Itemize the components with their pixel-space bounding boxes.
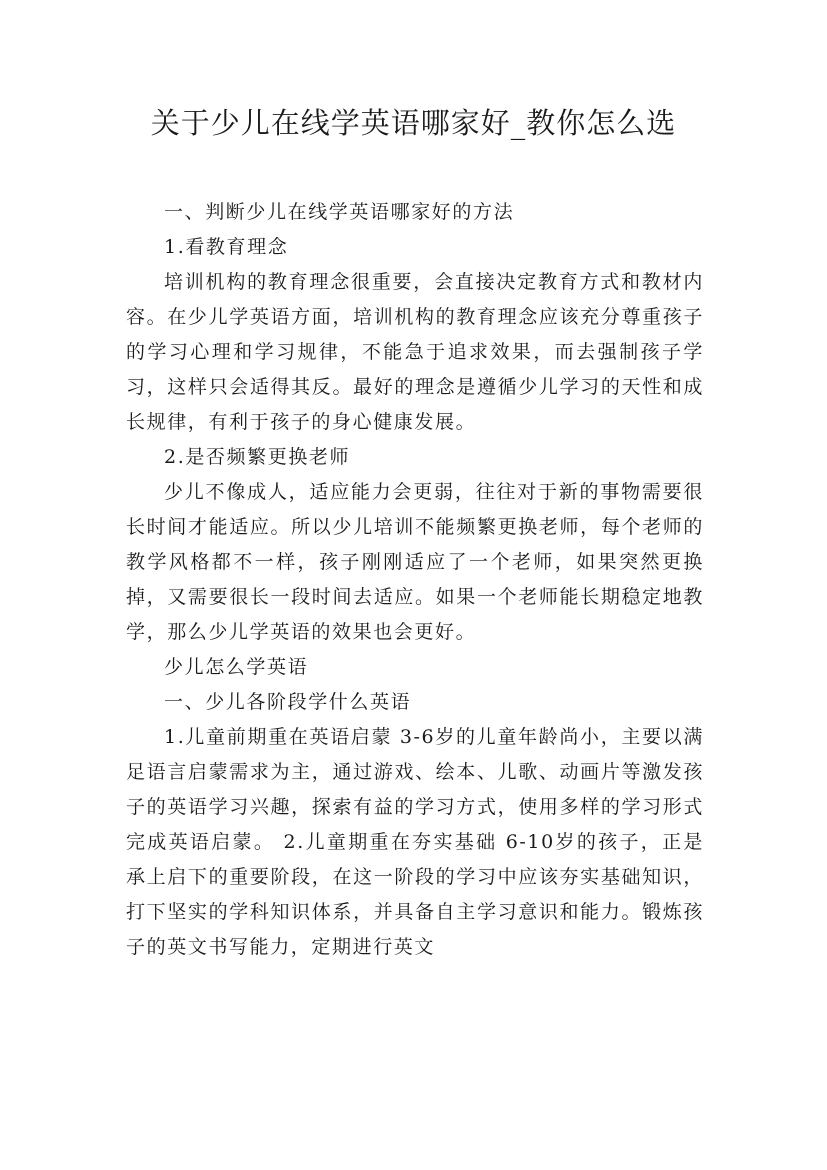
paragraph-teacher-change: 少儿不像成人，适应能力会更弱，往往对于新的事物需要很长时间才能适应。所以少儿培训不能频繁更换老师，每个老师的教学风格都不一样，孩子刚刚适应了一个老师，如果突然更换掉，又需要很长一段时间去适应。如果一个老师能长期稳定地教学，那么少儿学英语的效果也会更好。 <box>126 481 704 643</box>
document-body <box>126 195 704 965</box>
subheading-education-philosophy: 1.看教育理念 <box>164 236 289 258</box>
section-heading-methods: 一、判断少儿在线学英语哪家好的方法 <box>164 201 515 223</box>
paragraph-education-philosophy: 培训机构的教育理念很重要，会直接决定教育方式和教材内容。在少儿学英语方面，培训机构的教育理念应该充分尊重孩子的学习心理和学习规律，不能急于追求效果，而去强制孩子学习，这样只会适得其反。最好的理念是遵循少儿学习的天性和成长规律，有利于孩子的身心健康发展。 <box>126 271 704 433</box>
subheading-stages: 一、少儿各阶段学什么英语 <box>164 691 412 713</box>
document-title: 关于少儿在线学英语哪家好_教你怎么选 <box>150 106 677 140</box>
section-heading-how-to-learn: 少儿怎么学英语 <box>164 656 309 678</box>
paragraph-stages: 1.儿童前期重在英语启蒙 3-6岁的儿童年龄尚小，主要以满足语言启蒙需求为主，通过游戏、绘本、儿歌、动画片等激发孩子的英语学习兴趣，探索有益的学习方式，使用多样的学习形式完成英语启蒙。 2.儿童期重在夯实基础 6-10岁的孩子，正是承上启下的重要阶段，在这一阶段的学习中应该夯实基础知识，打下坚实的学科知识体系，并具备自主学习意识和能力。锻炼孩子的英文书写能力，定期进行英文 <box>126 726 704 958</box>
subheading-teacher-change: 2.是否频繁更换老师 <box>164 446 351 468</box>
